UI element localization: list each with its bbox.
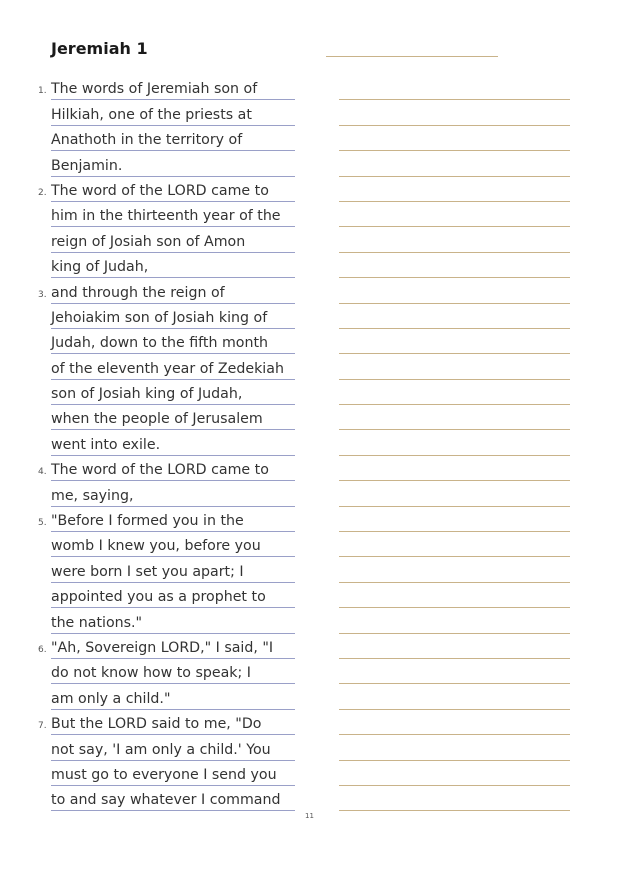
writing-line[interactable] xyxy=(339,304,570,329)
verse-line xyxy=(0,253,320,278)
verse-number: 7. xyxy=(38,721,47,732)
writing-line[interactable] xyxy=(339,278,570,303)
writing-line[interactable] xyxy=(339,634,570,659)
writing-line[interactable] xyxy=(339,557,570,582)
verse-line xyxy=(0,583,320,608)
verse-text: son of Josiah king of Judah, xyxy=(51,386,243,403)
verse-text: king of Judah, xyxy=(51,259,149,276)
writing-line[interactable] xyxy=(339,710,570,735)
verse-line xyxy=(0,456,320,481)
verse-text: The word of the LORD came to xyxy=(51,182,269,199)
writing-line[interactable] xyxy=(339,684,570,709)
verse-text: and through the reign of xyxy=(51,284,225,301)
verse-text: appointed you as a prophet to xyxy=(51,589,266,606)
verse-number: 4. xyxy=(38,467,47,478)
verse-text: "Before I formed you in the xyxy=(51,513,244,530)
text-underline xyxy=(51,810,295,811)
verse-line xyxy=(0,151,320,176)
writing-line[interactable] xyxy=(339,507,570,532)
writing-line[interactable] xyxy=(339,456,570,481)
verse-line xyxy=(0,761,320,786)
verse-line xyxy=(0,634,320,659)
verse-text: were born I set you apart; I xyxy=(51,563,244,580)
writing-line[interactable] xyxy=(339,659,570,684)
writing-line[interactable] xyxy=(339,532,570,557)
verse-line xyxy=(0,684,320,709)
writing-line[interactable] xyxy=(339,329,570,354)
verse-text: must go to everyone I send you xyxy=(51,766,277,783)
verse-text: womb I knew you, before you xyxy=(51,538,261,555)
verse-text: Jehoiakim son of Josiah king of xyxy=(51,309,268,326)
verse-number: 3. xyxy=(38,289,47,300)
verse-text: reign of Josiah son of Amon xyxy=(51,233,246,250)
verse-text: am only a child." xyxy=(51,690,171,707)
verse-line xyxy=(0,278,320,303)
verse-text: "Ah, Sovereign LORD," I said, "I xyxy=(51,639,274,656)
writing-line[interactable] xyxy=(339,75,570,100)
verse-text: The words of Jeremiah son of xyxy=(51,81,258,98)
verse-text: not say, 'I am only a child.' You xyxy=(51,741,271,758)
verse-text: of the eleventh year of Zedekiah xyxy=(51,360,284,377)
writing-line[interactable] xyxy=(339,430,570,455)
verse-line xyxy=(0,354,320,379)
verse-line xyxy=(0,380,320,405)
verse-line xyxy=(0,557,320,582)
page-number: 11 xyxy=(305,812,314,820)
verse-line xyxy=(0,532,320,557)
writing-line[interactable] xyxy=(339,151,570,176)
verse-text: But the LORD said to me, "Do xyxy=(51,716,262,733)
verse-text: Anathoth in the territory of xyxy=(51,132,243,149)
verse-number: 1. xyxy=(38,86,47,97)
writing-line[interactable] xyxy=(339,126,570,151)
verse-text: to and say whatever I command xyxy=(51,792,281,809)
title-writing-line[interactable] xyxy=(326,56,498,57)
verse-number: 5. xyxy=(38,518,47,529)
verse-text: when the people of Jerusalem xyxy=(51,411,263,428)
writing-line[interactable] xyxy=(339,354,570,379)
verse-text: The word of the LORD came to xyxy=(51,462,269,479)
verse-text: the nations." xyxy=(51,614,143,631)
writing-line[interactable] xyxy=(339,583,570,608)
writing-line[interactable] xyxy=(339,227,570,252)
writing-line[interactable] xyxy=(339,481,570,506)
verse-line xyxy=(0,659,320,684)
verse-line xyxy=(0,227,320,252)
writing-line[interactable] xyxy=(339,100,570,125)
verse-line xyxy=(0,786,320,811)
writing-line[interactable] xyxy=(339,761,570,786)
verse-line xyxy=(0,710,320,735)
verse-line xyxy=(0,100,320,125)
verse-text: went into exile. xyxy=(51,436,161,453)
writing-line[interactable] xyxy=(339,202,570,227)
verse-line xyxy=(0,126,320,151)
verse-line xyxy=(0,507,320,532)
verse-line xyxy=(0,405,320,430)
verse-line xyxy=(0,202,320,227)
writing-line[interactable] xyxy=(339,380,570,405)
verse-text: him in the thirteenth year of the xyxy=(51,208,281,225)
verse-text: Benjamin. xyxy=(51,157,123,174)
verse-number: 6. xyxy=(38,644,47,655)
writing-line[interactable] xyxy=(339,405,570,430)
page-title: Jeremiah 1 xyxy=(51,39,148,58)
verse-line xyxy=(0,430,320,455)
verse-line xyxy=(0,608,320,633)
writing-line[interactable] xyxy=(339,786,570,811)
verse-number: 2. xyxy=(38,187,47,198)
verse-text: Judah, down to the fifth month xyxy=(51,335,269,352)
verse-line xyxy=(0,735,320,760)
verse-text: me, saying, xyxy=(51,487,134,504)
writing-line[interactable] xyxy=(339,253,570,278)
writing-line[interactable] xyxy=(339,735,570,760)
verse-text-column xyxy=(0,75,320,811)
verse-text: do not know how to speak; I xyxy=(51,665,251,682)
writing-line[interactable] xyxy=(339,177,570,202)
verse-text: Hilkiah, one of the priests at xyxy=(51,106,252,123)
verse-line xyxy=(0,304,320,329)
verse-line xyxy=(0,481,320,506)
verse-line xyxy=(0,177,320,202)
writing-line[interactable] xyxy=(339,608,570,633)
verse-line xyxy=(0,329,320,354)
writing-lines-column xyxy=(339,75,570,811)
verse-line xyxy=(0,75,320,100)
